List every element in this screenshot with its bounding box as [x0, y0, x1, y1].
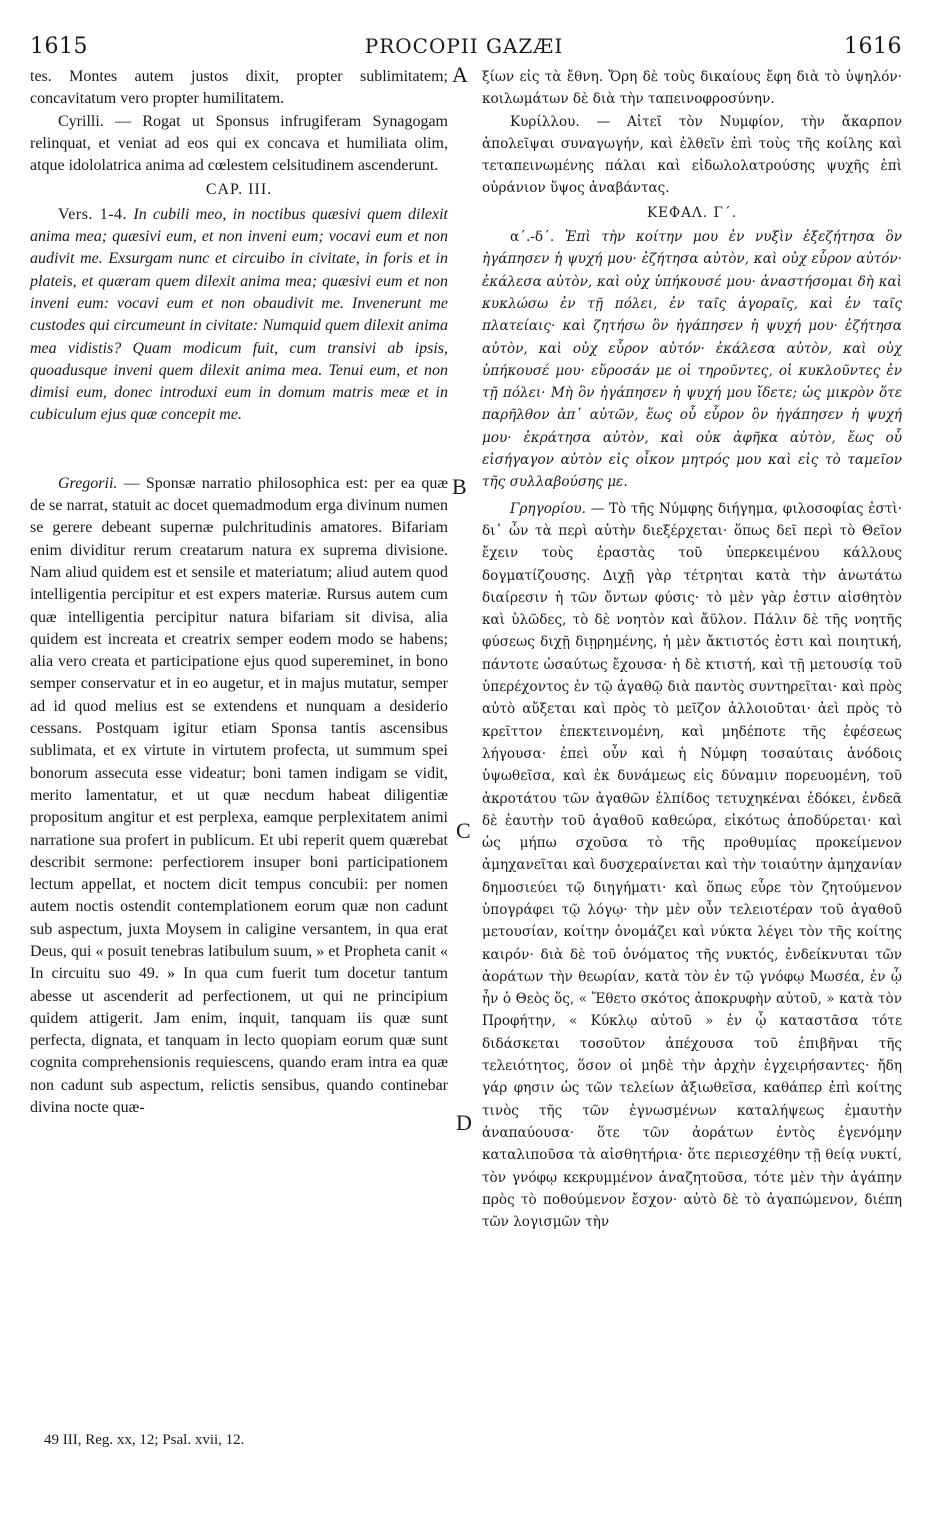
latin-gregory-label: Gregorii. [58, 474, 118, 492]
margin-marker-b: B [452, 474, 467, 499]
footnote: 49 III, Reg. xx, 12; Psal. xvii, 12. [44, 1432, 245, 1448]
latin-gregory-block [30, 473, 448, 1120]
latin-verse-block [30, 204, 448, 427]
greek-verse-label: α΄.-δ΄. [510, 229, 555, 246]
margin-marker-c: C [456, 818, 471, 843]
margin-marker-a: A [452, 62, 468, 87]
column-gap [30, 427, 448, 473]
latin-paragraph-1: tes. Montes autem justos dixit, propter sublimitatem; concavitatum vero propter humilitatem. [30, 68, 448, 108]
greek-chapter-heading: ΚΕΦΑΛ. Γ΄. [646, 204, 738, 221]
greek-verse-text: Ἐπὶ τὴν κοίτην μου ἐν νυξὶν ἐξεζήτησα ὃν ἠγάπησεν ἡ ψυχή μου· ἐζήτησα αὐτὸν, καὶ οὐχ εὗρον αὐτόν· ἐκάλεσα αὐτὸν, καὶ οὐχ ὑπήκουσέ μου· ἀναστήσομαι δὴ καὶ κυκλώσω ἐν τῇ πόλει, ἐν ταῖς ἀγοραῖς, καὶ ἐν ταῖς πλατείαις· καὶ ζητήσω ὃν ἠγάπησεν ἡ ψυχή μου· ἐζήτησα αὐτὸν, καὶ οὐχ εὗρον αὐτόν· ἐκάλεσα αὐτὸν, καὶ οὐχ ὑπήκουσέ μου· εὕροσάν με οἱ τηροῦντες, οἱ κυκλοῦντες ἐν τῇ πόλει· Μὴ ὃν ἠγάπησεν ἡ ψυχή μου ἴδετε; ὡς μικρὸν ὅτε παρῆλθον ἀπ᾽ αὐτῶν, ἕως οὗ εὗρον ὃν ἠγάπησεν ἡ ψυχή μου· ἐκράτησα αὐτὸν, καὶ οὐκ ἀφῆκα αὐτὸν, ἕως οὗ εἰσήγαγον αὐτὸν εἰς οἶκον μητρός μου καὶ εἰς τὸ ταμεῖον τῆς συλλαβούσης με. [482, 229, 902, 491]
margin-marker-d: D [456, 1110, 472, 1135]
running-title: PROCOPII GAZÆI [364, 34, 564, 58]
greek-paragraph-2: Κυρίλλου. — Αἰτεῖ τὸν Νυμφίον, τὴν ἄκαρπον ἀπολεῖψαι συναγωγήν, καὶ ἐλθεῖν ἐπὶ τοὺς τῆς κοίλης καὶ τεταπεινωμένης πάλαι καὶ εἰδωλολατρούσης ψυχῆς ἐπὶ οὐράνιον ὕψος ἀναβάντας. [482, 113, 902, 197]
greek-column [482, 66, 902, 1233]
latin-verse-text: In cubili meo, in noctibus quæsivi quem dilexit anima mea; quæsivi eum, et non inveni eum; vocavi eum et non audivit me. Exsurgam nunc et circuibo in civitate, in foris et in plateis, et quæram quem dilexit anima mea; quæsivi eum et non inveni eum: vocavi eum et non obaudivit me. Invenerunt me custodes qui circumeunt in civitate: Numquid quem dilexit anima mea vidistis? Quam modicum fuit, cum transivi ab ipsis, quoadusque inveni quem dilexit anima mea. Tenui eum, et non dimisi eum, donec introduxi eum in domum matris meæ et in cubiculum ejus quæ concepit me. [30, 205, 449, 424]
right-page-number: 1616 [844, 34, 902, 59]
greek-gregory-text: — Τὸ τῆς Νύμφης διήγημα, φιλοσοφίας ἐστὶ· δι᾽ ὧν τὰ περὶ αὐτὴν διεξέρχεται· ὅπως δεῖ περὶ τὸ Θεῖον ἔχειν τοὺς ἐραστὰς τοῦ ὑπερκειμένου κάλλους δογματίζουσης. Διχῇ γὰρ τέτρηται κατὰ τὴν ἀνωτάτω διαίρεσιν ἡ τῶν ὄντων φύσις· τὸ μὲν γὰρ ἐστιν αἰσθητὸν καὶ ὑλῶδες, τὸ δὲ νοητὸν καὶ ἄϋλον. Πάλιν δὲ τῆς νοητῆς φύσεως διχῇ διῃρημένης, ἡ μὲν ἄκτιστός ἐστι καὶ ποιητική, πάντοτε ὡσαύτως ἔχουσα· ἡ δὲ κτιστή, καὶ τῇ μετουσίᾳ τοῦ ὑπερέχοντος ἐν τῷ ἀγαθῷ διὰ παντὸς συντηρεῖται· καὶ πρὸς αὐτὸ αὔξεται καὶ πρὸς τὸ μεῖζον ἀλλοιοῦται· ἀεὶ πρὸς τὸ κρεῖττον ἐπεκτεινομένη, καὶ μηδέποτε τῆς ἐφέσεως λήγουσα· ἐπεὶ οὖν καὶ ἡ Νύμφη τοσαύταις ἀνόδοις ὑψωθεῖσα, καὶ ἐκ δυνάμεως εἰς δύναμιν πορευομένη, τοῦ ἀκροτάτου τῶν ἀγαθῶν ἐλπίδος τετυχηκέναι ἐδόκει, ἐνδεᾶ δὲ ἑαυτὴν τοῦ ἀγαθοῦ καθεώρα, εἰκότως ἀποδύρεται· καὶ ὡς μήπω σχοῦσα τὸ τῆς προθυμίας προκείμενον ἀμηχανεῖται καὶ δυσχεραίνεται καὶ τὴν τοιαύτην ἀμηχανίαν δημοσιεύει τῷ διηγήματι· καὶ ὅπως εὗρε τὸν ζητούμενον ὑπογράφει τῷ λόγῳ· τὴν μὲν οὖν τελειοτέραν τοῦ ἀγαθοῦ μετουσίαν, κοίτην ὀνομάζει καὶ νύκτα λέγει τὸν τῆς κοίτης καιρόν· διὰ δὲ τοῦ ὀνόματος τῆς νυκτός, ἐνδείκνυται τῶν ἀοράτων τὴν θεωρίαν, κατὰ τὸν ἐν τῷ γνόφῳ Μωσέα, ἐν ᾧ ἦν ὁ Θεὸς ὅς, « Ἔθετο σκότος ἀποκρυφὴν αὐτοῦ, » κατὰ τὸν Προφήτην, « Κύκλῳ αὐτοῦ » ἐν ᾧ καταστᾶσα τότε διδάσκεται τοσοῦτον ἀπέχουσα τοῦ ἐπιβῆναι τῆς τελειότητος, ὅσον οἱ μηδὲ τὴν ἀρχὴν ἐγχειρήσαντες· ἤδη γάρ φησιν ὡς τῶν τελείων ἀξιωθεῖσα, καθάπερ ἐπὶ κοίτης τινὸς τῆς τῶν ἐγνωσμένων καταλήψεως ἐμαυτὴν ἀναπαύουσα· ὅτε τῶν ἀοράτων ἐντὸς ἐγενόμην καταλιποῦσα τὰ αἰσθητήρια· ὅτε περιεσχέθην τῇ θείᾳ νυκτί, τὸν γνόφῳ κεκρυμμένον ἀναζητοῦσα, τότε μὲν τὴν ἀγάπην πρὸς τὸ ποθούμενον ἔσχον· αὐτὸ δὲ τὸ ἀγαπώμενον, διέπη τῶν λογισμῶν τὴν [482, 500, 902, 1231]
latin-gregory-text: — Sponsæ narratio philosophica est: per ea quæ de se narrat, statuit ac docet quemadmodum erga divinum numen se gerere debeant supernæ pulchritudinis amatores. Bifariam enim dividitur rerum creatarum natura ex suprema divisione. Nam aliud quidem est et sensile et materiatum; aliud autem quod intelligentia percipitur et est expers materiæ. Rursus autem cum quæ intelligentia percipitur natura bifariam sit divisa, alia quidem est increata et creatrix semper eodem modo se habens; alia vero creata et participatione ejus quod supereminet, in bono semper conservatur et in eo augetur, et in majus mutatur, semper ad id quod melius est se extendens et nunquam a desiderio cessans. Postquam igitur etiam Sponsa tantis ascensibus sublimata, et ex virtute in virtutem profecta, ut summum spei bonorum assecuta esse videatur; boni tamen indigam se vidit, merito lamentatur, et ut quæ necdum habeat diligentiæ propositum angitur et est perplexa, eamque perplexitatem animi narratione sua profert in publicum. Et ubi reperit quem quærebat describit sermone: perfectiorem insuper boni participationem lectum appellat, et noctem dicit tempus concubii: per nomen autem noctis ostendit contemplationem eorum quæ non cadunt sub aspectum, juxta Moysem in caligine versantem, in qua erat Deus, qui « posuit tenebras latibulum suum, » et Propheta canit « In circuitu suo 49. » In qua cum fuerit tum docetur tantum abesse ut ascenderit ad perfectionem, ut qui ne principium quidem attigerit. Jam enim, inquit, tanquam iis quæ sunt perfecta, dignata, et tanquam in lecto quopiam eorum quæ sunt cognita comprehensionis requiescens, quando eram intra ea quæ non cadunt sub aspectum, relictis sensibus, quando continebar divina nocte quæ- [30, 474, 448, 1117]
left-page-number: 1615 [30, 34, 88, 59]
greek-verse-block [482, 226, 902, 494]
latin-verse-label: Vers. 1-4. [58, 205, 128, 223]
greek-paragraph-1: ξίων εἰς τὰ ἔθνη. Ὄρη δὲ τοὺς δικαίους ἔφη διὰ τὸ ὑψηλόν· κοιλωμάτων δὲ διὰ τὴν ταπεινοφροσύνην. [482, 69, 902, 108]
latin-paragraph-2: Cyrilli. — Rogat ut Sponsus infrugiferam Synagogam relinquat, et veniat ad eos qui ex concava et humiliata olim, atque idololatrica anima ad cœlestem celsitudinem ascenderunt. [30, 112, 448, 175]
latin-column [30, 66, 448, 1119]
greek-gregory-block [482, 498, 902, 1234]
greek-gregory-label: Γρηγορίου. [510, 500, 586, 517]
latin-chapter-heading: CAP. III. [205, 181, 273, 199]
